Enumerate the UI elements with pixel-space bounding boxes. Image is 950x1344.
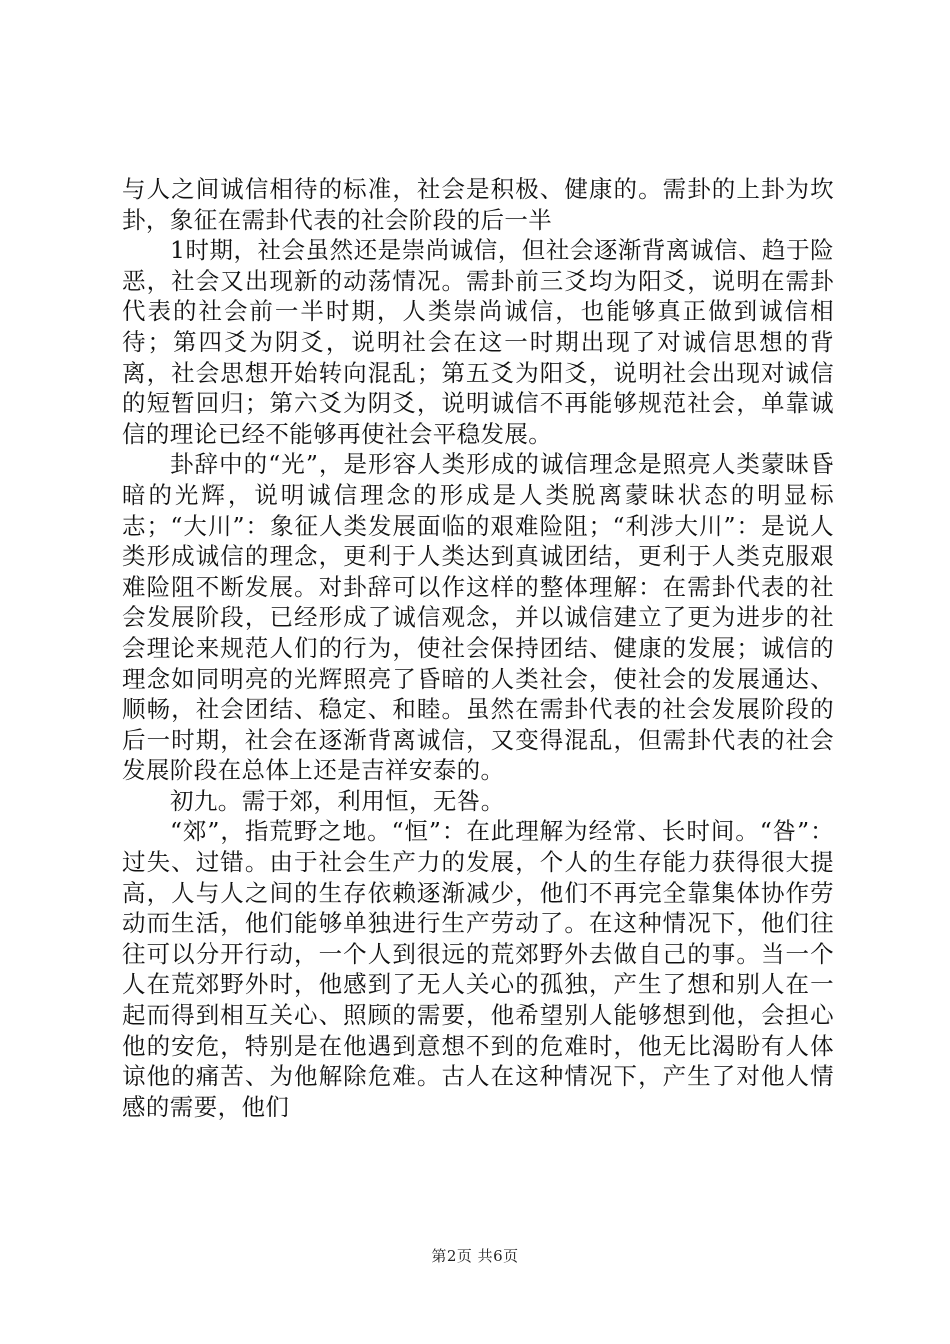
document-body bbox=[122, 174, 834, 1122]
paragraph-1: 与人之间诚信相待的标准，社会是积极、健康的。需卦的上卦为坎卦，象征在需卦代表的社会阶段的后一半 bbox=[122, 175, 834, 234]
paragraph-2: 1时期，社会虽然还是崇尚诚信，但社会逐渐背离诚信、趋于险恶，社会又出现新的动荡情况。需卦前三爻均为阳爻，说明在需卦代表的社会前一半时期，人类崇尚诚信，也能够真正做到诚信相待；第四爻为阴爻，说明社会在这一时期出现了对诚信思想的背离，社会思想开始转向混乱；第五爻为阳爻，说明社会出现对诚信的短暂回归；第六爻为阴爻，说明诚信不再能够规范社会，单靠诚信的理论已经不能够再使社会平稳发展。 bbox=[122, 236, 834, 448]
page-footer: 第2页 共6页 bbox=[431, 1247, 519, 1265]
paragraph-5: “郊”，指荒野之地。“恒”：在此理解为经常、长时间。“咎”：过失、过错。由于社会生产力的发展，个人的生存能力获得很大提高，人与人之间的生存依赖逐渐减少，他们不再完全靠集体协作劳动而生活，他们能够单独进行生产劳动了。在这种情况下，他们往往可以分开行动，一个人到很远的荒郊野外去做自己的事。当一个人在荒郊野外时，他感到了无人关心的孤独，产生了想和别人在一起而得到相互关心、照顾的需要，他希望别人能够想到他，会担心他的安危，特别是在他遇到意想不到的危难时，他无比渴盼有人体谅他的痛苦、为他解除危难。古人在这种情况下，产生了对他人情感的需要，他们 bbox=[122, 817, 834, 1121]
paragraph-3: 卦辞中的“光”，是形容人类形成的诚信理念是照亮人类蒙昧昏暗的光辉，说明诚信理念的形成是人类脱离蒙昧状态的明显标志；“大川”：象征人类发展面临的艰难险阻；“利涉大川”：是说人类形成诚信的理念，更利于人类达到真诚团结，更利于人类克服艰难险阻不断发展。对卦辞可以作这样的整体理解：在需卦代表的社会发展阶段，已经形成了诚信观念，并以诚信建立了更为进步的社会理论来规范人们的行为，使社会保持团结、健康的发展；诚信的理念如同明亮的光辉照亮了昏暗的人类社会，使社会的发展通达、顺畅，社会团结、稳定、和睦。虽然在需卦代表的社会发展阶段的后一时期，社会在逐渐背离诚信，又变得混乱，但需卦代表的社会发展阶段在总体上还是吉祥安泰的。 bbox=[122, 450, 834, 785]
paragraph-4: 初九。需于郊，利用恒，无咎。 bbox=[170, 786, 505, 815]
